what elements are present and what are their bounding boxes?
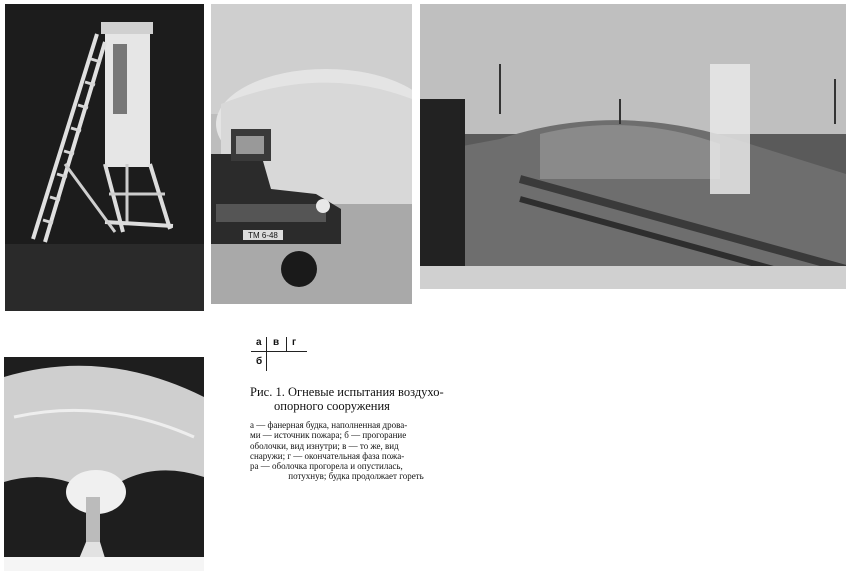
figure-title-line: опорного сооружения	[274, 399, 390, 413]
figure-layout-key	[251, 337, 311, 371]
key-label-v: в	[273, 337, 280, 348]
caption-line: ра — оболочка прогорела и опустилась,	[250, 461, 403, 472]
key-divider-vertical	[266, 337, 267, 371]
caption-line: а — фанерная будка, наполненная дрова-	[250, 420, 408, 430]
key-label-g: г	[292, 337, 297, 348]
photo-final-phase	[4, 357, 204, 571]
caption-line: потухнув; будка продолжает гореть	[288, 471, 424, 482]
key-divider-vertical	[286, 337, 287, 351]
key-label-a: а	[256, 337, 262, 348]
figure-caption	[250, 420, 462, 482]
figure-title	[250, 385, 465, 413]
caption-line: снаружи; г — окончательная фаза пожа-	[250, 450, 405, 461]
truck-plate-text: ТМ 6-48	[248, 231, 278, 240]
caption-line: ми — источник пожара; б — прогорание	[250, 430, 407, 441]
key-label-b: б	[256, 356, 263, 367]
photo-exterior-view	[420, 4, 846, 289]
figure-title-line: Рис. 1. Огневые испытания воздухо-	[250, 385, 444, 399]
key-divider-horizontal	[251, 351, 307, 352]
photo-shell-burning-with-truck	[211, 4, 412, 304]
caption-line: оболочки, вид изнутри; в — то же, вид	[250, 440, 399, 451]
photo-plywood-booth	[5, 4, 204, 311]
